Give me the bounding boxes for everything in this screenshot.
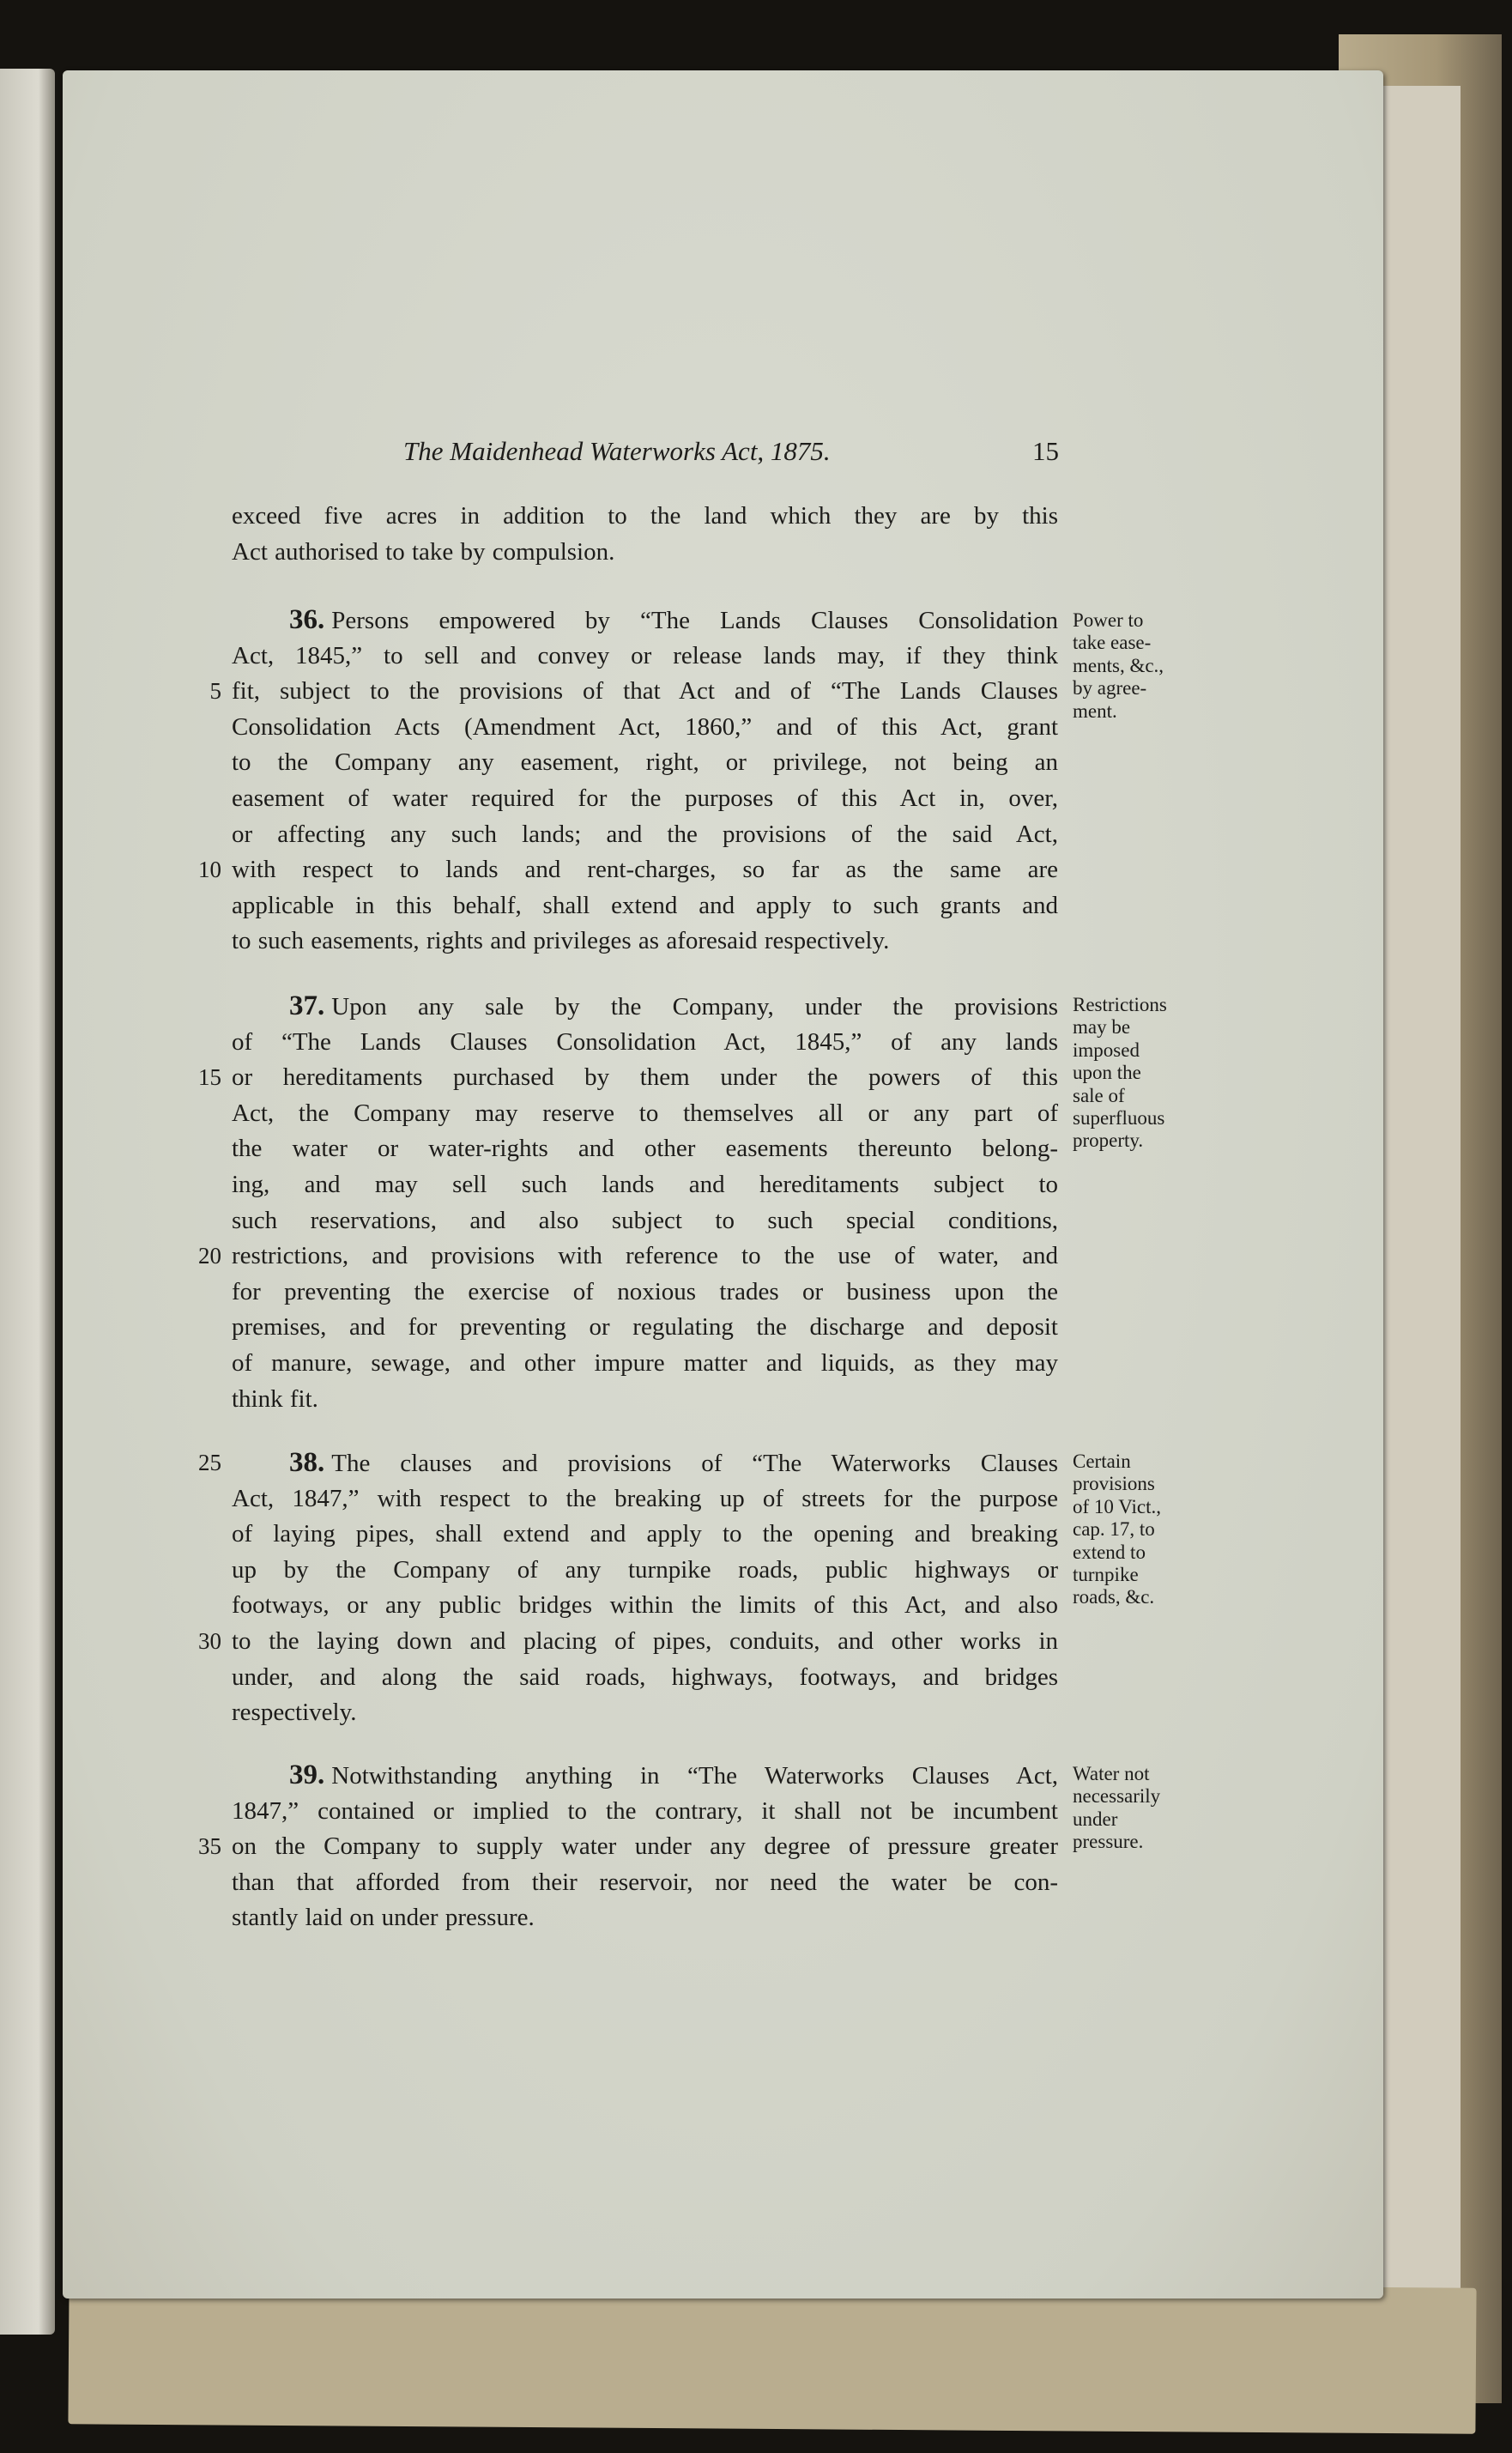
line-text: or affecting any such lands; and the provisions of the said Act, — [232, 820, 1058, 848]
text-line — [232, 1481, 1058, 1516]
text-line — [232, 1346, 1058, 1380]
marginal-note: Water not necessarily under pressure. — [1073, 1763, 1161, 1853]
marginal-note: Power to take ease- ments, &c., by agree- ment. — [1073, 609, 1164, 722]
line-text: of manure, sewage, and other impure matter and liquids, as they may — [232, 1349, 1058, 1377]
text-line — [232, 710, 1058, 744]
running-header-title: The Maidenhead Waterworks Act, 1875. — [403, 436, 831, 466]
line-text: applicable in this behalf, shall extend and apply to such grants and — [232, 891, 1058, 919]
line-text: think fit. — [232, 1384, 318, 1413]
underlying-pages-bottom — [68, 2278, 1476, 2433]
line-text: to such easements, rights and privileges as aforesaid respectively. — [232, 927, 890, 955]
line-text: Act, 1847,” with respect to the breaking up of streets for the purpose — [232, 1484, 1058, 1512]
text-line — [232, 1900, 1058, 1935]
marginal-note: Certain provisions of 10 Vict., cap. 17, to extend to turnpike roads, &c. — [1073, 1451, 1161, 1608]
text-line — [232, 1382, 1058, 1416]
line-text: premises, and for preventing or regulating the discharge and deposit — [232, 1313, 1058, 1342]
text-line — [232, 639, 1058, 673]
line-text: Consolidation Acts (Amendment Act, 1860,” and of this Act, grant — [232, 712, 1058, 741]
text-line — [232, 1025, 1058, 1059]
text-line — [232, 603, 1058, 637]
line-text: of “The Lands Clauses Consolidation Act, 1845,” of any lands — [232, 1027, 1058, 1056]
text-line — [232, 989, 1058, 1023]
line-text: easement of water required for the purposes of this Act in, over, — [232, 784, 1058, 812]
line-text: to the laying down and placing of pipes, conduits, and other works in — [232, 1627, 1058, 1655]
line-text: up by the Company of any turnpike roads, public highways or — [232, 1555, 1058, 1584]
text-line — [232, 1275, 1058, 1309]
line-text: exceed five acres in addition to the land which they are by this — [232, 502, 1058, 530]
text-line — [232, 745, 1058, 779]
line-text: or hereditaments purchased by them under the powers of this — [232, 1063, 1058, 1092]
line-text: Persons empowered by “The Lands Clauses Consolidation — [331, 607, 1058, 634]
line-number: 15 — [198, 1064, 221, 1091]
line-text: under, and along the said roads, highways, footways, and bridges — [232, 1663, 1058, 1691]
section-number: 37. — [289, 990, 325, 1021]
text-line — [232, 1096, 1058, 1130]
line-number: 25 — [198, 1450, 221, 1475]
text-line — [232, 1310, 1058, 1344]
line-text: stantly laid on under pressure. — [232, 1904, 535, 1932]
line-text: Notwithstanding anything in “The Waterworks Clauses Act, — [331, 1762, 1058, 1790]
text-line — [232, 817, 1058, 851]
line-number: 10 — [198, 857, 221, 883]
line-text: the water or water-rights and other easements thereunto belong- — [232, 1135, 1058, 1163]
line-text: fit, subject to the provisions of that Act and of “The Lands Clauses — [232, 677, 1058, 706]
text-line — [232, 1588, 1058, 1622]
line-text: for preventing the exercise of noxious trades or business upon the — [232, 1277, 1058, 1305]
line-text: respectively. — [232, 1699, 357, 1727]
left-page-edge — [0, 69, 55, 2335]
text-line — [232, 1695, 1058, 1729]
line-text: footways, or any public bridges within the limits of this Act, and also — [232, 1591, 1058, 1620]
text-line — [232, 1445, 1058, 1480]
text-line — [232, 1553, 1058, 1587]
line-number: 5 — [209, 678, 221, 705]
line-text: on the Company to supply water under any degree of pressure greater — [232, 1832, 1058, 1861]
text-line — [232, 535, 1058, 569]
text-line — [232, 1517, 1058, 1551]
text-line — [232, 1660, 1058, 1694]
page-number: 15 — [1032, 436, 1059, 466]
line-text: such reservations, and also subject to such special conditions, — [232, 1206, 1058, 1234]
line-text: restrictions, and provisions with reference to the use of water, and — [232, 1242, 1058, 1270]
text-line — [232, 1865, 1058, 1899]
marginal-note: Restrictions may be imposed upon the sale of superfluous property. — [1073, 994, 1167, 1152]
text-line — [232, 1167, 1058, 1202]
line-text: 1847,” contained or implied to the contrary, it shall not be incumbent — [232, 1796, 1058, 1825]
line-text: Upon any sale by the Company, under the provisions — [331, 993, 1058, 1021]
line-text: to the Company any easement, right, or privilege, not being an — [232, 748, 1058, 777]
text-line — [232, 1131, 1058, 1166]
underlying-page — [1373, 86, 1461, 2335]
line-text: Act, the Company may reserve to themselves all or any part of — [232, 1099, 1058, 1127]
line-text: with respect to lands and rent-charges, so far as the same are — [232, 856, 1058, 884]
text-line — [232, 852, 1058, 887]
section-number: 36. — [289, 604, 325, 635]
text-line — [232, 674, 1058, 708]
section-number: 38. — [289, 1447, 325, 1478]
section-number: 39. — [289, 1759, 325, 1790]
text-line — [232, 1829, 1058, 1863]
line-number: 20 — [198, 1243, 221, 1269]
line-number: 30 — [198, 1628, 221, 1654]
line-text: The clauses and provisions of “The Waterworks Clauses — [331, 1450, 1058, 1477]
text-line — [232, 499, 1058, 533]
text-line — [232, 1794, 1058, 1828]
text-line — [232, 1060, 1058, 1094]
line-text: ing, and may sell such lands and hereditaments subject to — [232, 1171, 1058, 1198]
line-text: Act, 1845,” to sell and convey or release lands may, if they think — [232, 641, 1058, 669]
text-line — [232, 888, 1058, 923]
text-line — [232, 1624, 1058, 1658]
text-line — [232, 924, 1058, 958]
line-text: Act authorised to take by compulsion. — [232, 537, 615, 566]
line-text: than that afforded from their reservoir, nor need the water be con- — [232, 1868, 1058, 1896]
text-line — [232, 781, 1058, 815]
text-line — [232, 1239, 1058, 1273]
text-line — [232, 1203, 1058, 1238]
line-text: of laying pipes, shall extend and apply to the opening and breaking — [232, 1520, 1058, 1548]
text-line — [232, 1758, 1058, 1792]
line-number: 35 — [198, 1833, 221, 1860]
